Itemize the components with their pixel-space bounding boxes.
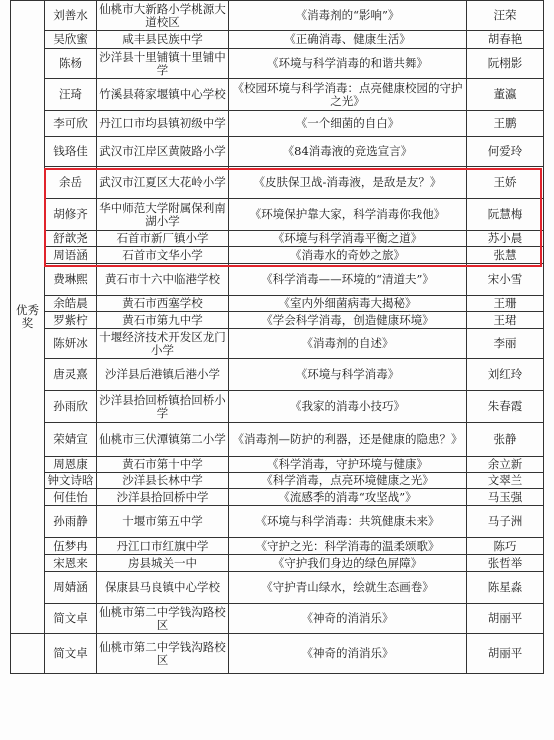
work-title-cell: 《正确消毒、健康生活》 xyxy=(229,31,467,49)
table-row xyxy=(11,167,544,199)
student-name-cell: 孙雨欣 xyxy=(45,391,97,423)
table-row xyxy=(11,555,544,572)
work-title-cell: 《环境保护靠大家，科学消毒你我他》 xyxy=(229,199,467,231)
school-cell: 武汉市江岸区黄陂路小学 xyxy=(97,137,229,167)
student-name-cell: 汪琦 xyxy=(45,79,97,111)
work-title-cell: 《84消毒液的竞选宣言》 xyxy=(229,137,467,167)
table-row xyxy=(11,457,544,473)
work-title-cell: 《守护青山绿水，绘就生态画卷》 xyxy=(229,572,467,604)
table-row xyxy=(11,111,544,137)
table-row xyxy=(11,31,544,49)
teacher-cell: 余立新 xyxy=(467,457,544,473)
work-title-cell: 《消毒剂—防护的利器，还是健康的隐患？》 xyxy=(229,423,467,457)
school-cell: 房县城关一中 xyxy=(97,555,229,572)
teacher-cell: 宋小雪 xyxy=(467,264,544,296)
table-row xyxy=(11,329,544,359)
teacher-cell: 陈星淼 xyxy=(467,572,544,604)
student-name-cell: 孙雨静 xyxy=(45,506,97,538)
teacher-cell: 朱春霞 xyxy=(467,391,544,423)
prize-category-cell-empty xyxy=(11,634,45,674)
work-title-cell: 《室内外细菌病毒大揭秘》 xyxy=(229,296,467,312)
teacher-cell: 胡丽平 xyxy=(467,634,544,674)
work-title-cell: 《消毒剂的自述》 xyxy=(229,329,467,359)
school-cell: 十堰经济技术开发区龙门小学 xyxy=(97,329,229,359)
table-row xyxy=(11,473,544,489)
work-title-cell: 《一个细菌的自白》 xyxy=(229,111,467,137)
table-row xyxy=(11,538,544,555)
school-cell: 石首市文华小学 xyxy=(97,247,229,264)
student-name-cell: 吴欣蜜 xyxy=(45,31,97,49)
school-cell: 丹江口市红旗中学 xyxy=(97,538,229,555)
work-title-cell: 《校园环境与科学消毒：点亮健康校园的守护之光》 xyxy=(229,79,467,111)
teacher-cell: 胡春艳 xyxy=(467,31,544,49)
school-cell: 黄石市第九中学 xyxy=(97,312,229,329)
school-cell: 沙洋县拾回桥镇拾回桥小学 xyxy=(97,391,229,423)
teacher-cell: 李丽 xyxy=(467,329,544,359)
teacher-cell: 刘红玲 xyxy=(467,359,544,391)
student-name-cell: 陈杨 xyxy=(45,49,97,79)
teacher-cell: 汪荣 xyxy=(467,1,544,31)
school-cell: 保康县马良镇中心学校 xyxy=(97,572,229,604)
student-name-cell: 罗紫柠 xyxy=(45,312,97,329)
table-row xyxy=(11,137,544,167)
school-cell: 沙洋县长林中学 xyxy=(97,473,229,489)
teacher-cell: 张哲举 xyxy=(467,555,544,572)
student-name-cell: 伍梦冉 xyxy=(45,538,97,555)
student-name-cell: 费琳熙 xyxy=(45,264,97,296)
work-title-cell: 《科学消毒，守护环境与健康》 xyxy=(229,457,467,473)
work-title-cell: 《科学消毒，点亮环境健康之光》 xyxy=(229,473,467,489)
student-name-cell: 周语涵 xyxy=(45,247,97,264)
student-name-cell: 余皓晨 xyxy=(45,296,97,312)
school-cell: 仙桃市大新路小学桃源大道校区 xyxy=(97,1,229,31)
student-name-cell: 陈妍冰 xyxy=(45,329,97,359)
school-cell: 武汉市江夏区大花岭小学 xyxy=(97,167,229,199)
school-cell: 仙桃市第二中学钱沟路校区 xyxy=(97,634,229,674)
work-title-cell: 《消毒水的奇妙之旅》 xyxy=(229,247,467,264)
teacher-cell: 马子洲 xyxy=(467,506,544,538)
teacher-cell: 张静 xyxy=(467,423,544,457)
awards-table-body xyxy=(11,1,544,674)
teacher-cell: 胡丽平 xyxy=(467,604,544,634)
prize-category-cell: 优秀奖 xyxy=(11,1,45,634)
teacher-cell: 苏小晨 xyxy=(467,231,544,247)
school-cell: 黄石市西塞学校 xyxy=(97,296,229,312)
work-title-cell: 《皮肤保卫战-消毒液，是敌是友？》 xyxy=(229,167,467,199)
work-title-cell: 《守护之光：科学消毒的温柔颂歌》 xyxy=(229,538,467,555)
teacher-cell: 阮慧梅 xyxy=(467,199,544,231)
work-title-cell: 《消毒剂的“影响”》 xyxy=(229,1,467,31)
student-name-cell: 胡修齐 xyxy=(45,199,97,231)
table-row xyxy=(11,79,544,111)
student-name-cell: 唐灵熹 xyxy=(45,359,97,391)
student-name-cell: 简文卓 xyxy=(45,604,97,634)
table-row xyxy=(11,506,544,538)
student-name-cell: 舒歆尧 xyxy=(45,231,97,247)
school-cell: 竹溪县蒋家堰镇中心学校 xyxy=(97,79,229,111)
table-row xyxy=(11,296,544,312)
school-cell: 沙洋县十里铺镇十里铺中学 xyxy=(97,49,229,79)
school-cell: 华中师范大学附属保利南湖小学 xyxy=(97,199,229,231)
table-row xyxy=(11,1,544,31)
table-row xyxy=(11,634,544,674)
teacher-cell: 阮栩影 xyxy=(467,49,544,79)
work-title-cell: 《环境与科学消毒：共筑健康未来》 xyxy=(229,506,467,538)
school-cell: 仙桃市第二中学钱沟路校区 xyxy=(97,604,229,634)
student-name-cell: 钟文诗晗 xyxy=(45,473,97,489)
school-cell: 丹江口市均县镇初级中学 xyxy=(97,111,229,137)
school-cell: 十堰市第五中学 xyxy=(97,506,229,538)
teacher-cell: 王鹏 xyxy=(467,111,544,137)
work-title-cell: 《环境与科学消毒的和谐共舞》 xyxy=(229,49,467,79)
table-row xyxy=(11,572,544,604)
student-name-cell: 钱珞佳 xyxy=(45,137,97,167)
table-row xyxy=(11,199,544,231)
table-row xyxy=(11,231,544,247)
school-cell: 仙桃市三伏潭镇第二小学 xyxy=(97,423,229,457)
work-title-cell: 《学会科学消毒，创造健康环境》 xyxy=(229,312,467,329)
table-row xyxy=(11,247,544,264)
student-name-cell: 荣婧宣 xyxy=(45,423,97,457)
work-title-cell: 《环境与科学消毒》 xyxy=(229,359,467,391)
table-row xyxy=(11,264,544,296)
table-row xyxy=(11,423,544,457)
school-cell: 沙洋县后港镇后港小学 xyxy=(97,359,229,391)
teacher-cell: 陈巧 xyxy=(467,538,544,555)
teacher-cell: 王珊 xyxy=(467,296,544,312)
teacher-cell: 王娇 xyxy=(467,167,544,199)
student-name-cell: 简文卓 xyxy=(45,634,97,674)
school-cell: 石首市新厂镇小学 xyxy=(97,231,229,247)
work-title-cell: 《环境与科学消毒平衡之道》 xyxy=(229,231,467,247)
teacher-cell: 张慧 xyxy=(467,247,544,264)
work-title-cell: 《守护我们身边的绿色屏障》 xyxy=(229,555,467,572)
teacher-cell: 董瀛 xyxy=(467,79,544,111)
work-title-cell: 《我家的消毒小技巧》 xyxy=(229,391,467,423)
school-cell: 咸丰县民族中学 xyxy=(97,31,229,49)
awards-table xyxy=(10,0,544,674)
teacher-cell: 马玉强 xyxy=(467,489,544,506)
student-name-cell: 宋恩来 xyxy=(45,555,97,572)
teacher-cell: 文翠兰 xyxy=(467,473,544,489)
work-title-cell: 《流感季的消毒“攻坚战”》 xyxy=(229,489,467,506)
table-row xyxy=(11,359,544,391)
student-name-cell: 周婧涵 xyxy=(45,572,97,604)
teacher-cell: 何爱玲 xyxy=(467,137,544,167)
table-row xyxy=(11,391,544,423)
school-cell: 沙洋县拾回桥中学 xyxy=(97,489,229,506)
school-cell: 黄石市第十中学 xyxy=(97,457,229,473)
work-title-cell: 《科学消毒——环境的“清道夫”》 xyxy=(229,264,467,296)
table-row xyxy=(11,49,544,79)
teacher-cell: 王珺 xyxy=(467,312,544,329)
table-row xyxy=(11,604,544,634)
student-name-cell: 刘善水 xyxy=(45,1,97,31)
work-title-cell: 《神奇的消消乐》 xyxy=(229,604,467,634)
table-row xyxy=(11,489,544,506)
table-row xyxy=(11,312,544,329)
student-name-cell: 李可欣 xyxy=(45,111,97,137)
work-title-cell: 《神奇的消消乐》 xyxy=(229,634,467,674)
student-name-cell: 周恩康 xyxy=(45,457,97,473)
student-name-cell: 何佳怡 xyxy=(45,489,97,506)
student-name-cell: 余岳 xyxy=(45,167,97,199)
school-cell: 黄石市十六中临港学校 xyxy=(97,264,229,296)
